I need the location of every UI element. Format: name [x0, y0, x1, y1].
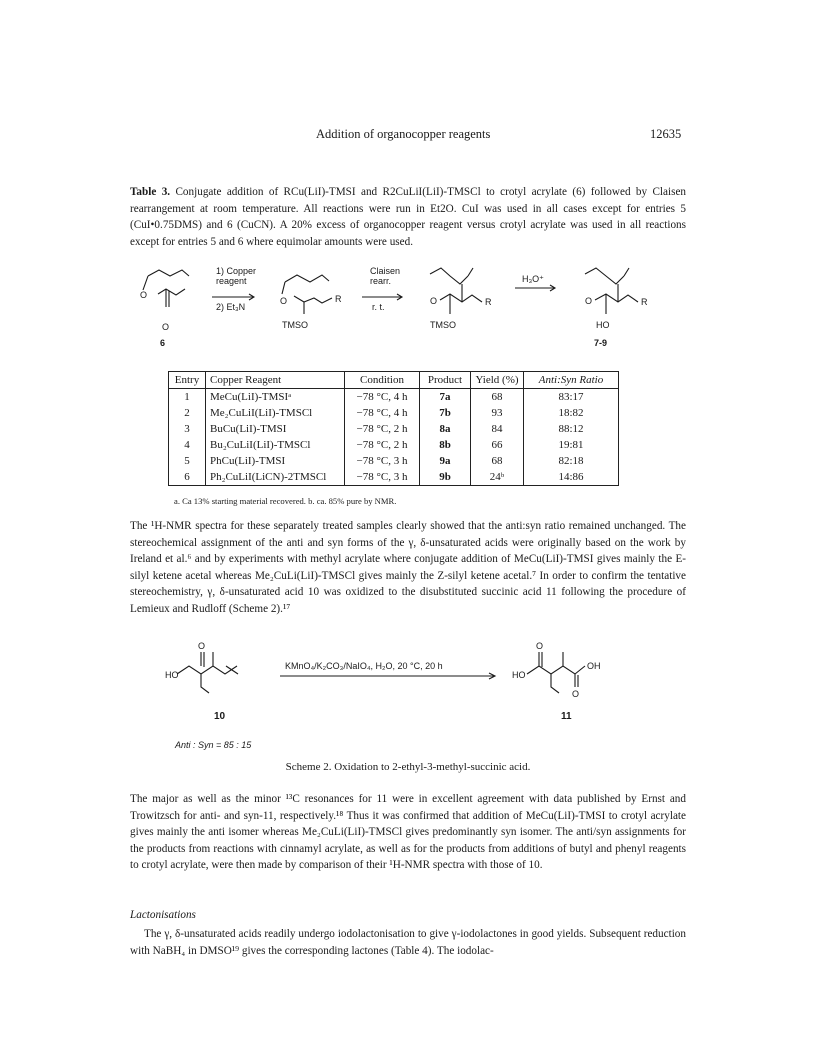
- cell-ratio: 14:86: [524, 469, 619, 486]
- cell-condition: −78 °C, 3 h: [345, 469, 420, 486]
- body-paragraph-2: The major as well as the minor ¹³C resonances for 11 were in excellent agreement with data published by Ernst and Trowitzsch for anti- and syn-11, respectively.¹⁸ Thus it was confirmed that addition of MeCu(LiI)-TMSI to crotyl acrylate gives mainly the anti isomer whereas Me₂CuLi(LiI)-TMSCl gives predominantly syn isomer. The anti/syn assignments for the products from reactions with cinnamyl acrylate, as well as for the products from additions of butyl and phenyl reagents to crotyl acrylate, were then made by comparison of their ¹H-NMR spectra with those of 10.: [130, 793, 686, 871]
- col-ratio: Anti:Syn Ratio: [524, 372, 619, 389]
- anti-syn-ratio-note: Anti : Syn = 85 : 15: [175, 740, 252, 750]
- table-caption-text: Conjugate addition of RCu(LiI)-TMSI and R2CuLiI(LiI)-TMSCl to crotyl acrylate (6) followed by Claisen rearrangement at room temperature. All reactions were run in Et2O. CuI was used in all cases except for entries 5 (CuI•0.75DMS) and 6 (CuCN). A 20% excess of organocopper reagent versus crotyl acrylate was used in all reactions except for entries 5 and 6 where equimolar amounts were used.: [130, 186, 687, 248]
- scheme-2-caption: Scheme 2. Oxidation to 2-ethyl-3-methyl-succinic acid.: [285, 761, 531, 773]
- scheme1-step2-line3: r. t.: [372, 302, 385, 312]
- atom-o-6b: O: [162, 322, 170, 332]
- s2-atom-o-right-2: O: [572, 689, 580, 699]
- table-row: [169, 421, 619, 437]
- atom-r-rearr: R: [485, 297, 492, 307]
- col-copper-reagent: Copper Reagent: [206, 372, 345, 389]
- atom-o-rearr: O: [430, 296, 438, 306]
- cell-ratio: 18:82: [524, 405, 619, 421]
- cell-entry: 4: [169, 437, 206, 453]
- cell-condition: −78 °C, 2 h: [345, 421, 420, 437]
- atom-r-acid: R: [641, 297, 648, 307]
- scheme2-reagents: KMnO₄/K₂CO₃/NaIO₄, H₂O, 20 °C, 20 h: [285, 661, 443, 671]
- atom-o-ketene: O: [280, 296, 288, 306]
- cell-product: 7b: [420, 405, 471, 421]
- section-heading-lactonisations: Lactonisations: [130, 909, 196, 921]
- table-footnote: a. Ca 13% starting material recovered. b. ca. 85% pure by NMR.: [174, 496, 397, 506]
- cell-reagent: BuCu(LiI)-TMSI: [206, 421, 345, 437]
- atom-o-acid: O: [585, 296, 593, 306]
- cell-reagent: Ph₂CuLiI(LiCN)-2TMSCl: [206, 469, 345, 486]
- cell-reagent: PhCu(LiI)-TMSI: [206, 453, 345, 469]
- col-product: Product: [420, 372, 471, 389]
- table-label: Table 3.: [130, 186, 171, 198]
- running-title: Addition of organocopper reagents: [316, 127, 491, 141]
- cell-condition: −78 °C, 2 h: [345, 437, 420, 453]
- label-tmso-2: TMSO: [430, 320, 456, 330]
- cell-ratio: 19:81: [524, 437, 619, 453]
- cell-yield: 84: [471, 421, 524, 437]
- cell-yield: 24ᵇ: [471, 469, 524, 486]
- cell-yield: 68: [471, 453, 524, 469]
- table-row: [169, 405, 619, 421]
- cell-reagent: Me₂CuLiI(LiI)-TMSCl: [206, 405, 345, 421]
- cell-condition: −78 °C, 4 h: [345, 389, 420, 406]
- cell-ratio: 88:12: [524, 421, 619, 437]
- body-paragraph-1: The ¹H-NMR spectra for these separately treated samples clearly showed that the anti:syn ratio remained unchanged. The stereochemical assignment of the anti and syn forms of the γ, δ-unsaturated acids were originally based on the work by Ireland et al.⁶ and by experiments with methyl acrylate where conjugate addition of MeCu(LiI)-TMSI gives mainly the E-silyl ketene acetal whereas Me₂CuLi(LiI)-TMSCl gives mainly the Z-silyl ketene acetal.⁷ In order to confirm the tentative stereochemistry, γ, δ-unsaturated acid 10 was oxidized to the disubstituted succinic acid 11 following the procedure of Lemieux and Rudloff (Scheme 2).¹⁷: [130, 520, 686, 615]
- cell-ratio: 83:17: [524, 389, 619, 406]
- cell-product: 9b: [420, 469, 471, 486]
- body-paragraph-3: The γ, δ-unsaturated acids readily undergo iodolactonisation to give γ-iodolactones in good yields. Subsequent reduction with NaBH₄ in DMSO¹⁹ gives the corresponding lactones (Table 4). The iodolac-: [130, 928, 686, 957]
- cell-yield: 68: [471, 389, 524, 406]
- cell-product: 7a: [420, 389, 471, 406]
- cell-reagent: MeCu(LiI)-TMSIᵃ: [206, 389, 345, 406]
- cell-condition: −78 °C, 3 h: [345, 453, 420, 469]
- label-ho: HO: [596, 320, 610, 330]
- cell-entry: 6: [169, 469, 206, 486]
- label-tmso-1: TMSO: [282, 320, 308, 330]
- col-entry: Entry: [169, 372, 206, 389]
- s2-atom-ho-right: HO: [512, 670, 526, 680]
- s2-atom-ho-left: HO: [165, 670, 179, 680]
- col-condition: Condition: [345, 372, 420, 389]
- compound-6-label: 6: [160, 338, 166, 348]
- cell-yield: 93: [471, 405, 524, 421]
- s2-atom-o-left: O: [198, 641, 206, 651]
- compound-11-label: 11: [561, 711, 572, 722]
- cell-yield: 66: [471, 437, 524, 453]
- scheme1-step1-line1: 1) Copper: [216, 266, 257, 276]
- cell-reagent: Bu₂CuLiI(LiI)-TMSCl: [206, 437, 345, 453]
- cell-product: 8a: [420, 421, 471, 437]
- s2-atom-oh-right: OH: [587, 661, 601, 671]
- table-row: [169, 469, 619, 486]
- compound-7-9-label: 7-9: [594, 338, 608, 348]
- page-number: 12635: [650, 127, 682, 141]
- cell-entry: 3: [169, 421, 206, 437]
- table-header-row: [169, 372, 619, 389]
- scheme1-step3: H₃O⁺: [522, 274, 544, 284]
- table-row: [169, 437, 619, 453]
- cell-product: 9a: [420, 453, 471, 469]
- scheme1-step2-line1: Claisen: [370, 266, 401, 276]
- reaction-scheme-2: [165, 635, 665, 755]
- table-caption: [130, 184, 686, 250]
- atom-o-6a: O: [140, 290, 148, 300]
- s2-atom-o-right: O: [536, 641, 544, 651]
- results-table: [168, 371, 619, 486]
- table-row: [169, 453, 619, 469]
- col-yield: Yield (%): [471, 372, 524, 389]
- cell-condition: −78 °C, 4 h: [345, 405, 420, 421]
- cell-entry: 2: [169, 405, 206, 421]
- scheme1-step2-line2: rearr.: [370, 276, 392, 286]
- table-row: [169, 389, 619, 406]
- cell-product: 8b: [420, 437, 471, 453]
- compound-10-label: 10: [214, 711, 226, 722]
- scheme1-step1-line2: reagent: [216, 276, 247, 286]
- cell-entry: 1: [169, 389, 206, 406]
- atom-r-ketene: R: [335, 294, 342, 304]
- cell-ratio: 82:18: [524, 453, 619, 469]
- cell-entry: 5: [169, 453, 206, 469]
- scheme1-step1-line3: 2) Et₃N: [216, 302, 246, 312]
- reaction-scheme-1: [130, 262, 686, 362]
